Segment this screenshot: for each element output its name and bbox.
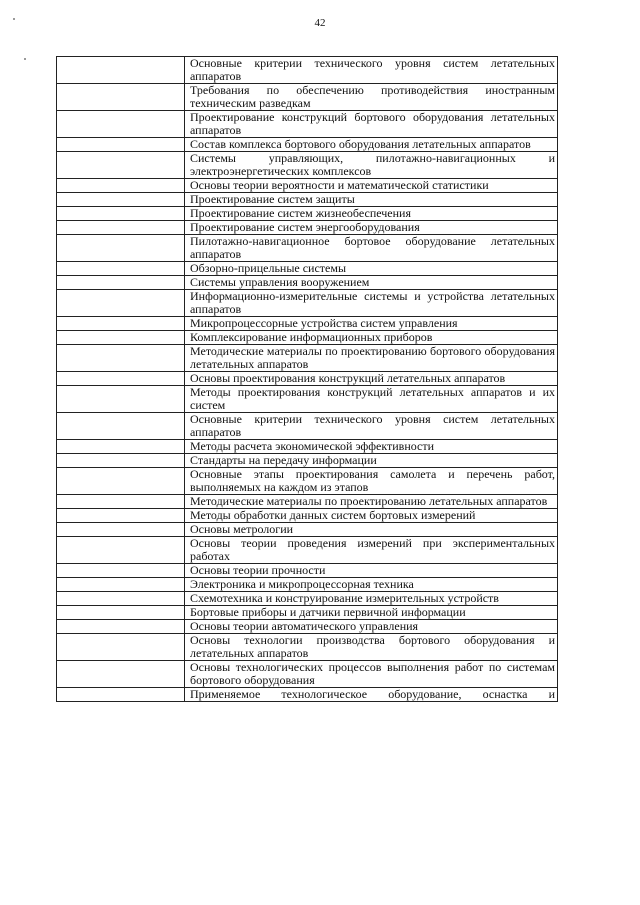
empty-cell: [57, 578, 185, 592]
subject-cell: Методы расчета экономической эффективности: [185, 440, 558, 454]
subject-cell: Основы теории автоматического управления: [185, 620, 558, 634]
empty-cell: [57, 221, 185, 235]
table-row: [57, 578, 558, 592]
empty-cell: [57, 592, 185, 606]
table-row: [57, 317, 558, 331]
subject-cell: Схемотехника и конструирование измерительных устройств: [185, 592, 558, 606]
empty-cell: [57, 57, 185, 84]
subject-cell: Проектирование систем защиты: [185, 193, 558, 207]
empty-cell: [57, 440, 185, 454]
subject-cell: Основы метрологии: [185, 523, 558, 537]
scan-mark: [24, 58, 26, 60]
empty-cell: [57, 606, 185, 620]
subject-cell: Проектирование систем жизнеобеспечения: [185, 207, 558, 221]
table-row: [57, 661, 558, 688]
subject-cell: Информационно-измерительные системы и устройства летательных аппаратов: [185, 290, 558, 317]
table-row: [57, 111, 558, 138]
empty-cell: [57, 620, 185, 634]
empty-cell: [57, 111, 185, 138]
table-row: [57, 331, 558, 345]
empty-cell: [57, 634, 185, 661]
empty-cell: [57, 345, 185, 372]
subject-cell: Состав комплекса бортового оборудования летательных аппаратов: [185, 138, 558, 152]
empty-cell: [57, 276, 185, 290]
table-row: [57, 386, 558, 413]
empty-cell: [57, 688, 185, 702]
table-row: [57, 345, 558, 372]
empty-cell: [57, 262, 185, 276]
subject-cell: Основы теории прочности: [185, 564, 558, 578]
table-row: [57, 509, 558, 523]
subject-cell: Методические материалы по проектированию бортового оборудования летательных аппаратов: [185, 345, 558, 372]
subject-cell: Основы технологических процессов выполнения работ по системам бортового оборудования: [185, 661, 558, 688]
subject-cell: Проектирование конструкций бортового оборудования летательных аппаратов: [185, 111, 558, 138]
empty-cell: [57, 661, 185, 688]
subject-cell: Методические материалы по проектированию летательных аппаратов: [185, 495, 558, 509]
table-row: [57, 235, 558, 262]
subject-cell: Основы технологии производства бортового оборудования и летательных аппаратов: [185, 634, 558, 661]
subject-cell: Комплексирование информационных приборов: [185, 331, 558, 345]
subject-cell: Требования по обеспечению противодействия иностранным техническим разведкам: [185, 84, 558, 111]
empty-cell: [57, 495, 185, 509]
empty-cell: [57, 138, 185, 152]
table-row: [57, 221, 558, 235]
table-row: [57, 207, 558, 221]
subject-cell: Основные критерии технического уровня систем летательных аппаратов: [185, 413, 558, 440]
empty-cell: [57, 509, 185, 523]
table-row: [57, 84, 558, 111]
table-row: [57, 152, 558, 179]
table-row: [57, 193, 558, 207]
table-row: [57, 688, 558, 702]
subject-cell: Стандарты на передачу информации: [185, 454, 558, 468]
subject-cell: Системы управления вооружением: [185, 276, 558, 290]
empty-cell: [57, 468, 185, 495]
table-row: [57, 57, 558, 84]
empty-cell: [57, 179, 185, 193]
table-row: [57, 440, 558, 454]
empty-cell: [57, 372, 185, 386]
subject-cell: Основы теории проведения измерений при экспериментальных работах: [185, 537, 558, 564]
subject-cell: Основные этапы проектирования самолета и перечень работ, выполняемых на каждом из этапов: [185, 468, 558, 495]
table-row: [57, 634, 558, 661]
subject-cell: Методы обработки данных систем бортовых измерений: [185, 509, 558, 523]
table-row: [57, 495, 558, 509]
subject-cell: Системы управляющих, пилотажно-навигационных и электроэнергетических комплексов: [185, 152, 558, 179]
subject-cell: Бортовые приборы и датчики первичной информации: [185, 606, 558, 620]
table-row: [57, 262, 558, 276]
empty-cell: [57, 537, 185, 564]
scan-mark: [13, 18, 15, 20]
table-row: [57, 468, 558, 495]
empty-cell: [57, 523, 185, 537]
empty-cell: [57, 193, 185, 207]
table-row: [57, 454, 558, 468]
table-row: [57, 564, 558, 578]
table-row: [57, 290, 558, 317]
subject-cell: Обзорно-прицельные системы: [185, 262, 558, 276]
subject-cell: Электроника и микропроцессорная техника: [185, 578, 558, 592]
empty-cell: [57, 564, 185, 578]
table-row: [57, 620, 558, 634]
subjects-table: [56, 56, 558, 702]
subject-cell: Применяемое технологическое оборудование, оснастка и: [185, 688, 558, 702]
empty-cell: [57, 413, 185, 440]
subject-cell: Основы проектирования конструкций летательных аппаратов: [185, 372, 558, 386]
empty-cell: [57, 454, 185, 468]
empty-cell: [57, 290, 185, 317]
table-row: [57, 276, 558, 290]
subject-cell: Методы проектирования конструкций летательных аппаратов и их систем: [185, 386, 558, 413]
empty-cell: [57, 235, 185, 262]
empty-cell: [57, 386, 185, 413]
table-row: [57, 179, 558, 193]
empty-cell: [57, 207, 185, 221]
table-row: [57, 606, 558, 620]
empty-cell: [57, 317, 185, 331]
page-number: 42: [314, 17, 326, 29]
empty-cell: [57, 84, 185, 111]
table-row: [57, 413, 558, 440]
table-row: [57, 537, 558, 564]
empty-cell: [57, 331, 185, 345]
empty-cell: [57, 152, 185, 179]
table-row: [57, 523, 558, 537]
table-row: [57, 592, 558, 606]
subject-cell: Пилотажно-навигационное бортовое оборудование летательных аппаратов: [185, 235, 558, 262]
table-row: [57, 138, 558, 152]
subject-cell: Проектирование систем энергооборудования: [185, 221, 558, 235]
subject-cell: Основные критерии технического уровня систем летательных аппаратов: [185, 57, 558, 84]
subject-cell: Основы теории вероятности и математической статистики: [185, 179, 558, 193]
table-row: [57, 372, 558, 386]
subject-cell: Микропроцессорные устройства систем управления: [185, 317, 558, 331]
